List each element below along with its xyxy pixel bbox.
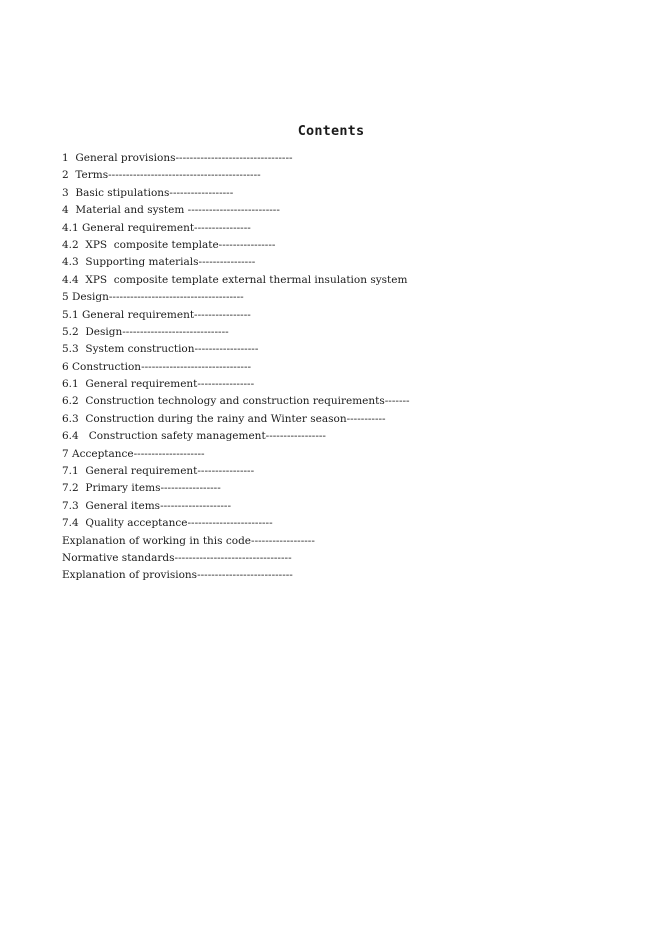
toc-entry-4-4-xps-insulation-system: 4.4 XPS composite template external thermal insulation system [62, 273, 408, 286]
toc-entry-6-3-rainy-winter-season: 6.3 Construction during the rainy and Winter season----------- [62, 412, 386, 425]
toc-entry-4-1-general-requirement: 4.1 General requirement---------------- [62, 221, 251, 234]
toc-entry-5-1-general-requirement: 5.1 General requirement---------------- [62, 308, 251, 321]
table-of-contents [62, 150, 652, 585]
toc-entry-terms: 2 Terms------------------------------------------- [62, 169, 261, 182]
toc-entry-basic-stipulations: 3 Basic stipulations------------------ [62, 186, 234, 199]
page-title: Contents [297, 123, 365, 139]
toc-entry-explanation-of-working: Explanation of working in this code------------------ [62, 534, 315, 547]
toc-entry-6-1-general-requirement: 6.1 General requirement---------------- [62, 378, 255, 391]
toc-entry-normative-standards: Normative standards--------------------------------- [62, 551, 292, 564]
toc-entry-4-3-supporting-materials: 4.3 Supporting materials---------------- [62, 256, 256, 269]
toc-entry-6-4-safety-management: 6.4 Construction safety management----------------- [62, 430, 326, 443]
toc-entry-material-and-system: 4 Material and system -------------------------- [62, 204, 280, 217]
toc-entry-general-provisions: 1 General provisions--------------------------------- [62, 152, 293, 164]
toc-entry-6-2-construction-technology: 6.2 Construction technology and construction requirements------- [62, 395, 410, 408]
toc-entry-7-2-primary-items: 7.2 Primary items----------------- [62, 482, 221, 495]
toc-entry-design: 5 Design-------------------------------------- [62, 291, 244, 304]
toc-entry-5-2-design: 5.2 Design------------------------------ [62, 325, 229, 338]
toc-entry-5-3-system-construction: 5.3 System construction------------------ [62, 343, 259, 356]
toc-entry-construction: 6 Construction------------------------------- [62, 360, 252, 373]
toc-entry-7-1-general-requirement: 7.1 General requirement---------------- [62, 465, 255, 478]
toc-entry-7-3-general-items: 7.3 General items-------------------- [62, 499, 232, 512]
toc-entry-explanation-of-provisions: Explanation of provisions--------------------------- [62, 569, 293, 582]
toc-entry-acceptance: 7 Acceptance-------------------- [62, 447, 205, 460]
toc-entry-4-2-xps-composite-template: 4.2 XPS composite template---------------- [62, 238, 276, 251]
toc-entry-7-4-quality-acceptance: 7.4 Quality acceptance------------------------ [62, 517, 273, 530]
